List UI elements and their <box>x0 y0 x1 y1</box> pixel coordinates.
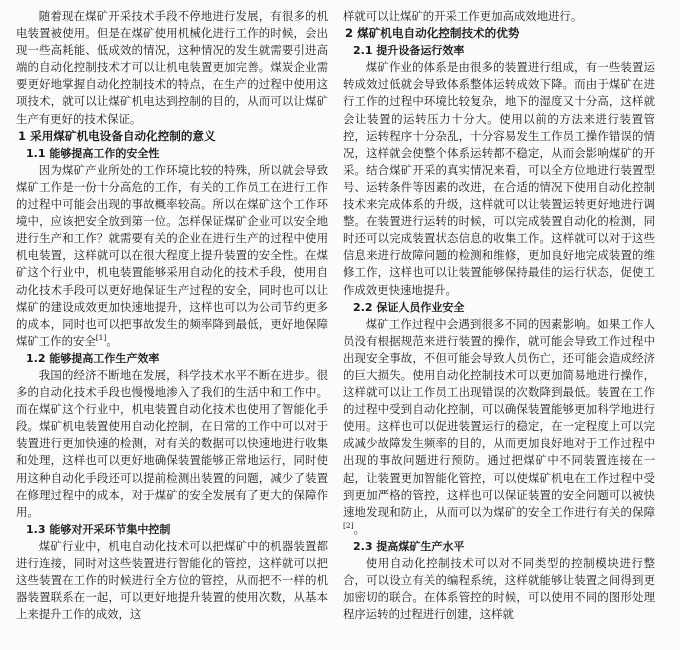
subsection-2-1-paragraph: 煤矿作业的体系是由很多的装置进行组成，有一些装置运转成效过低就会导致体系整体运转成效下降。而由于煤矿在进行工作的过程中环境比较复杂，地下的湿度又十分高，这样就会让装置的运转压力十分大。使用以前的方法来进行装置管控，运转程序十分杂乱，十分容易发生工作员工操作错误的情况，这样就会使整个体系运转都不稳定，从而会影响煤矿的开采。结合煤矿开采的真实情况来看，可以全方位地进行装置型号、运转条件等因素的改进，在合适的情况下使用自动化控制技术来完成体系的升级，这样就可以让装置运转更好地进行调整。在装置进行运转的时候，可以完成装置自动化的检测，同时还可以完成装置状态信息的收集工作。这样就可以对于这些信息来进行故障问题的检测和维修，更加良好地完成装置的维修工作，这样也可以让装置能够保持最佳的运行状态，促使工作成效更快速地提升。 <box>343 60 655 297</box>
citation-2: [2] <box>343 521 354 531</box>
paragraph-end: 。 <box>353 521 366 536</box>
subsection-2-3-heading: 2.3 提高煤矿生产水平 <box>353 539 465 553</box>
intro-paragraph: 随着现在煤矿开采技术手段不停地进行发展，有很多的机电装置被使用。但是在煤矿使用机械化进行工作的时候，会出现一些高耗能、低成效的情况，这种情况的发生就需要引进高端的自动化控制技术才可以让机电装置更加完善。煤炭企业需要更好地掌握自动化控制技术的特点，在生产的过程中使用这项技术，就可以让煤矿机电达到控制的目的，从而可以让煤矿生产有更好的技术保证。 <box>16 9 328 126</box>
citation-1: [1] <box>95 332 107 342</box>
section-2-heading: 2 煤矿机电自动化控制技术的优势 <box>345 26 520 41</box>
subsection-1-3-paragraph: 煤矿行业中，机电自动化技术可以把煤矿中的机器装置都进行连接，同时对这些装置进行智能化的管控，这样就可以把这些装置在工作的时候进行全方位的管控，从而把不一样的机器装置联系在一起，可以更好地提升装置的使用次数，从基本上来提升工作的成效，这 <box>16 538 328 622</box>
right-column <box>343 8 655 623</box>
subsection-1-3-heading: 1.3 能够对开采环节集中控制 <box>26 522 171 536</box>
left-column <box>16 8 328 623</box>
subsection-1-2-heading: 1.2 能够提高工作生产效率 <box>26 351 160 365</box>
section-1-heading: 1 采用煤矿机电设备自动化控制的意义 <box>18 128 216 143</box>
subsection-2-2-heading: 2.2 保证人员作业安全 <box>353 300 465 314</box>
subsection-1-1-heading: 1.1 能够提高工作的安全性 <box>26 146 160 160</box>
subsection-1-2-paragraph: 我国的经济不断地在发展，科学技术水平不断在进步。很多的自动化技术手段也慢慢地渗入了我们的生活中和工作中。而在煤矿这个行业中，机电装置自动化技术也使用了智能化手段。煤矿机电装置使用自动化控制，在日常的工作中可以对于装置进行更加快速的检测，对有关的数据可以快速地进行收集和处理，这样也可以更好地确保装置能够正常地运行，同时使用这种自动化手段还可以提前检测出装置的问题，减少了装置在修理过程中的成本，对于煤矿的安全发展有了更大的保障作用。 <box>16 367 328 519</box>
subsection-1-1-paragraph <box>16 162 328 350</box>
paragraph-text: 因为煤矿产业所处的工作环境比较的特殊，所以就会导致煤矿工作是一份十分高危的工作，有关的工作员工在进行工作的过程中可能会出现的事故概率较高。所以在煤矿这个工作环境中，应该把安全放到第一位。怎样保证煤矿企业可以安全地进行生产和工作？就需要有关的企业在进行生产的过程中使用机电装置，这样就可以在很大程度上提升装置的安全性。在煤矿这个行业中，机电装置能够采用自动化的技术手段，使用自动化技术手段可以更好地保证生产过程的安全，同时也可以让煤矿的建设成效更加快速地提升，这样也可以为公司节约更多的成本，同时也可以把事故发生的频率降到最低，更好地保障煤矿工作的安全 <box>16 162 328 348</box>
continued-paragraph: 样就可以让煤矿的开采工作更加高成效地进行。 <box>343 9 583 23</box>
subsection-2-2-paragraph <box>343 316 655 538</box>
paragraph-end: 。 <box>106 333 118 348</box>
paragraph-text: 煤矿工作过程中会遇到很多不同的因素影响。如果工作人员没有根据规范来进行装置的操作，就可能会导致工作过程中出现安全事故，不但可能会导致人员伤亡，还可能会造成经济的巨大损失。使用自动化控制技术可以更加简易地进行操作，这样就可以让工作员工出现错误的次数降到最低。装置在工作的过程中受到自动化控制，可以确保装置能够更加科学地进行使用。这样也可以促进装置运行的稳定，在一定程度上可以完成减少故障发生频率的目的，从而更加良好地对于工作过程中出现的事故问题进行预防。通过把煤矿中不同装置连接在一起，让装置更加智能化管控，可以使煤矿机电在工作过程中受到更加严格的管控，这样也可以保证装置的安全问题可以被快速地发现和防止，从而可以为煤矿的安全工作进行有关的保障 <box>343 316 655 519</box>
subsection-2-1-heading: 2.1 提升设备运行效率 <box>353 44 465 58</box>
subsection-2-3-paragraph: 使用自动化控制技术可以对不同类型的控制模块进行整合，可以设立有关的编程系统，这样就能够让装置之间得到更加密切的联合。在体系管控的时候，可以使用不同的图形处理程序运转的过程进行创建，这样就 <box>343 556 655 622</box>
